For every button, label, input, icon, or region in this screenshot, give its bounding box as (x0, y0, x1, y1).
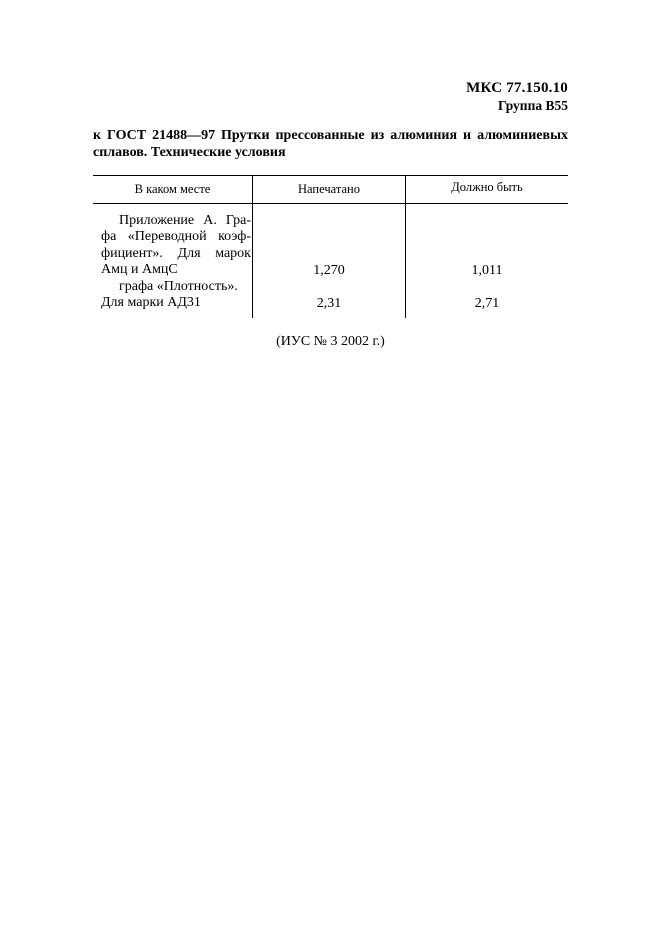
table-header-rule (93, 203, 568, 204)
place-line: Амц и АмцС (101, 262, 178, 278)
place-line: графа «Плотность». (119, 278, 238, 294)
place-line: фициент». Для марок (101, 245, 251, 261)
group-code: Группа В55 (497, 98, 568, 113)
cell-printed-1: 1,270 (313, 263, 345, 278)
place-line: Для марки АД31 (101, 295, 201, 311)
amendment-title: к ГОСТ 21488—97 Прутки прессованные из алюминия и алюминиевых сплавов. Технические условия (93, 128, 568, 160)
column-header-place: В каком месте (134, 182, 211, 196)
place-line: Приложение А. Гра- (119, 213, 251, 228)
cell-should-be-1: 1,011 (471, 263, 503, 278)
document-header (466, 80, 568, 114)
cell-should-be-2: 2,71 (474, 296, 500, 311)
place-line: фа «Переводной коэф- (101, 229, 251, 245)
column-header-should-be: Должно быть (451, 180, 523, 194)
cell-printed-2: 2,31 (316, 296, 342, 311)
mks-code: МКС 77.150.10 (466, 80, 568, 96)
table-top-rule (93, 175, 568, 176)
source-note: (ИУС № 3 2002 г.) (276, 334, 385, 349)
column-header-printed: Напечатано (298, 182, 360, 196)
cell-place (101, 213, 251, 311)
